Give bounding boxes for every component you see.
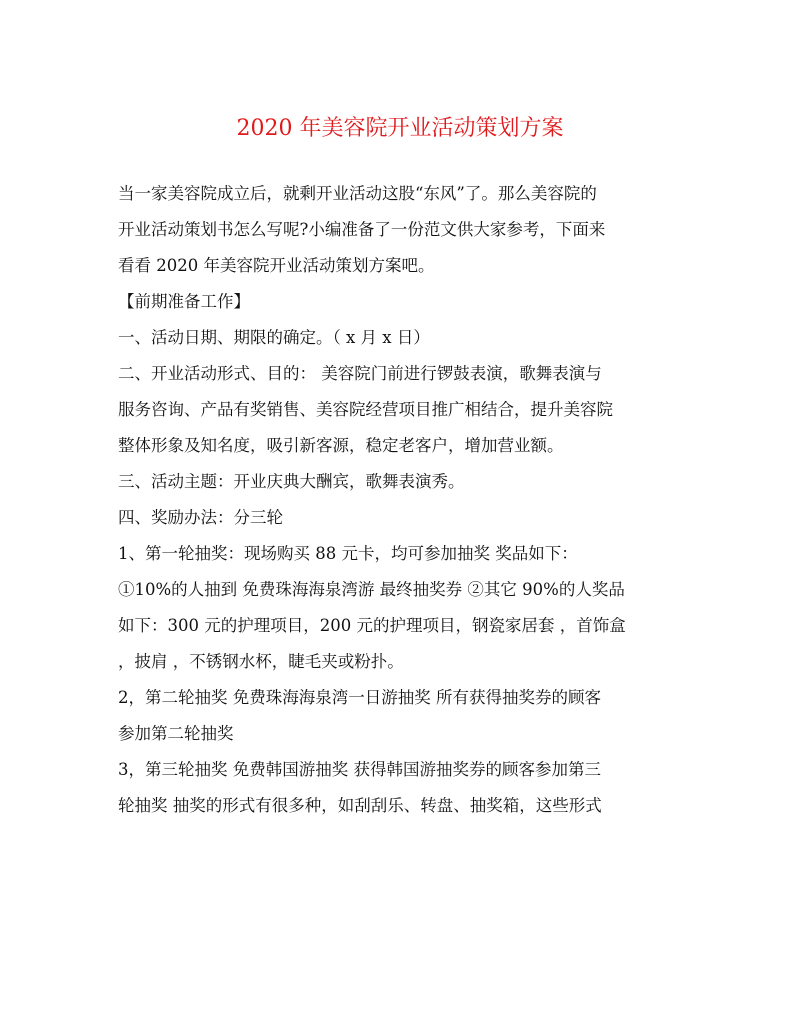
paragraph-line: 四、奖励办法：分三轮 [118, 508, 283, 527]
document-title: 2020 年美容院开业活动策划方案 [236, 116, 564, 141]
paragraph-line: 服务咨询、产品有奖销售、美容院经营项目推广相结合，提升美容院 [118, 400, 613, 419]
paragraph-line: 1、第一轮抽奖：现场购买 88 元卡，均可参加抽奖 奖品如下： [118, 544, 578, 563]
paragraph-line: 开业活动策划书怎么写呢?小编准备了一份范文供大家参考，下面来 [118, 220, 606, 239]
paragraph-line: 二、开业活动形式、目的： 美容院门前进行锣鼓表演，歌舞表演与 [118, 364, 602, 383]
paragraph-line: 整体形象及知名度，吸引新客源，稳定老客户，增加营业额。 [118, 436, 564, 455]
paragraph-line: 当一家美容院成立后，就剩开业活动这股“东风”了。那么美容院的 [118, 184, 597, 203]
paragraph-line: 如下：300 元的护理项目，200 元的护理项目，钢瓷家居套 ，首饰盒 [118, 616, 626, 635]
document-body [118, 176, 678, 824]
paragraph-line: ，披肩 ，不锈钢水杯，睫毛夹或粉扑。 [118, 652, 404, 671]
paragraph-line: 一、活动日期、期限的确定。（ x 月 x 日） [118, 328, 430, 347]
paragraph-line: 2，第二轮抽奖 免费珠海海泉湾一日游抽奖 所有获得抽奖券的顾客 [118, 688, 601, 707]
paragraph-line: 三、活动主题：开业庆典大酬宾，歌舞表演秀。 [118, 472, 465, 491]
paragraph-line: ①10%的人抽到 免费珠海海泉湾游 最终抽奖券 ②其它 90%的人奖品 [118, 580, 625, 599]
paragraph-line: 轮抽奖 抽奖的形式有很多种，如刮刮乐、转盘、抽奖箱，这些形式 [118, 796, 602, 815]
paragraph-line: 3，第三轮抽奖 免费韩国游抽奖 获得韩国游抽奖券的顾客参加第三 [118, 760, 601, 779]
paragraph-line: 参加第二轮抽奖 [118, 724, 234, 743]
section-heading: 【前期准备工作】 [118, 292, 250, 311]
paragraph-line: 看看 2020 年美容院开业活动策划方案吧。 [118, 256, 435, 275]
